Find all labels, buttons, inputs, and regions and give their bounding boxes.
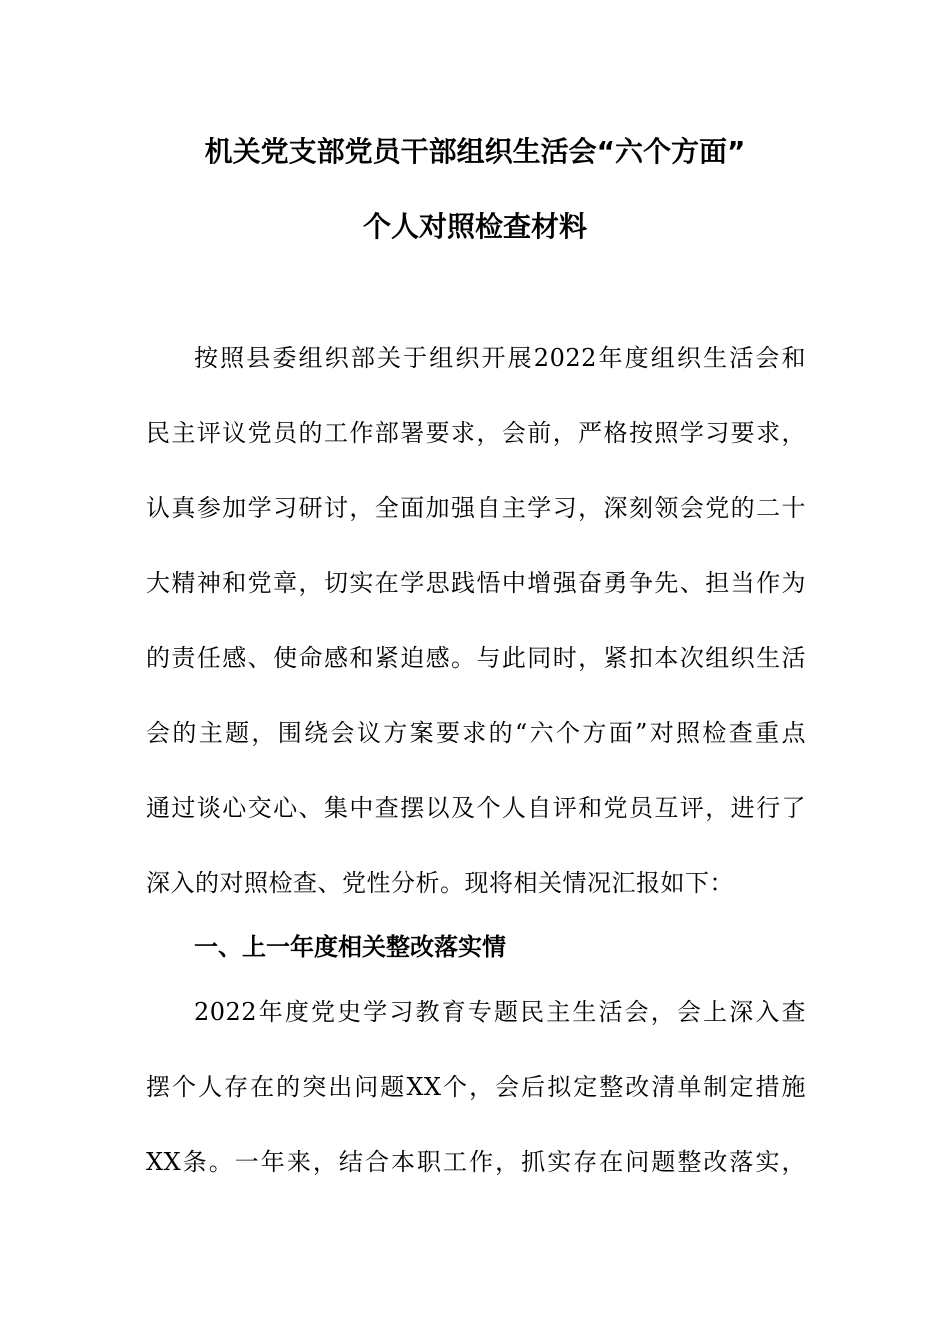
paragraph-1-line-2: 民主评议党员的工作部署要求，会前，严格按照学习要求， — [146, 419, 806, 447]
paragraph-2-line-2: 摆个人存在的突出问题XX个，会后拟定整改清单制定措施 — [146, 1073, 806, 1101]
paragraph-1-line-8: 深入的对照检查、党性分析。现将相关情况汇报如下： — [146, 869, 734, 897]
section-1-heading: 一、上一年度相关整改落实情 — [194, 933, 506, 961]
paragraph-1-line-5: 的责任感、使命感和紧迫感。与此同时，紧扣本次组织生活 — [146, 644, 806, 672]
paragraph-2-line-1: 2022年度党史学习教育专题民主生活会，会上深入查 — [194, 998, 806, 1026]
document-title-line-1: 机关党支部党员干部组织生活会“六个方面” — [204, 135, 746, 168]
paragraph-2-line-3: XX条。一年来，结合本职工作，抓实存在问题整改落实， — [146, 1148, 806, 1176]
document-title-line-2: 个人对照检查材料 — [362, 210, 587, 243]
paragraph-1-line-7: 通过谈心交心、集中查摆以及个人自评和党员互评，进行了 — [146, 794, 806, 822]
paragraph-1-line-3: 认真参加学习研讨，全面加强自主学习，深刻领会党的二十 — [146, 494, 806, 522]
paragraph-1-line-6: 会的主题，围绕会议方案要求的“六个方面”对照检查重点 — [146, 719, 806, 747]
paragraph-1-line-1: 按照县委组织部关于组织开展2022年度组织生活会和 — [194, 344, 806, 372]
paragraph-1-line-4: 大精神和党章，切实在学思践悟中增强奋勇争先、担当作为 — [146, 569, 806, 597]
